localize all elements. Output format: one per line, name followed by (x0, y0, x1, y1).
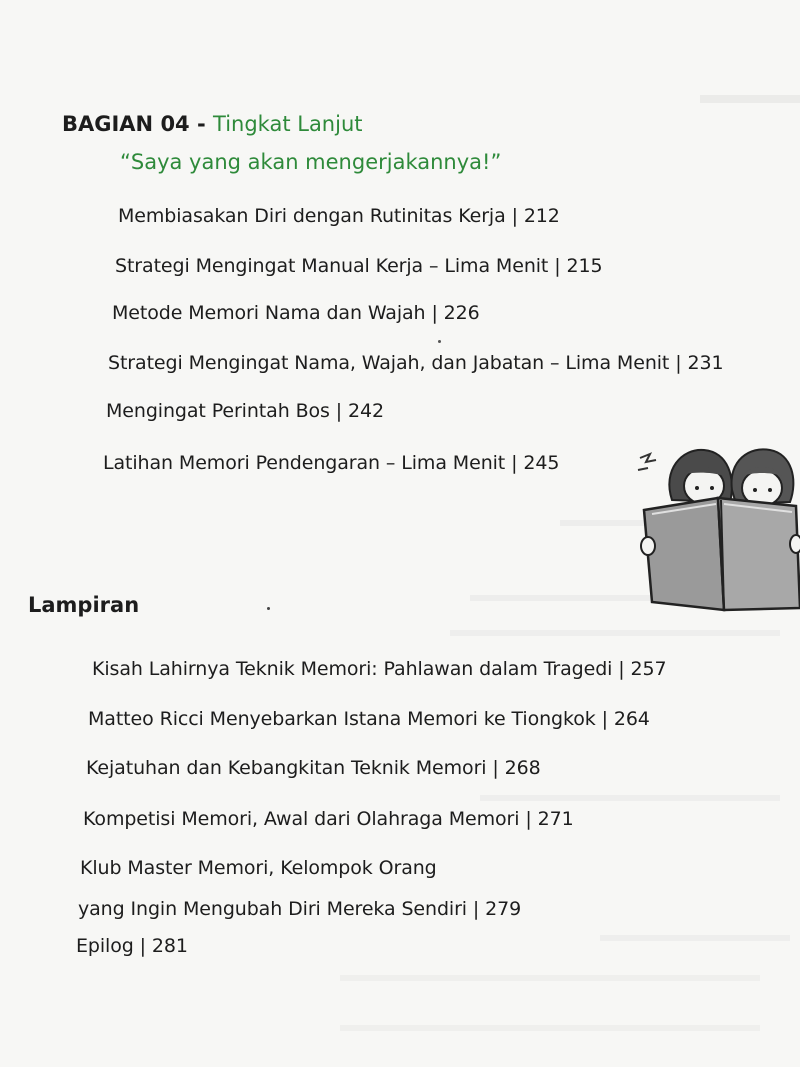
toc-entry: Epilog | 281 (76, 935, 188, 957)
toc-entry: Strategi Mengingat Manual Kerja – Lima Menit | 215 (115, 255, 603, 277)
bleed-through-ghost (600, 935, 790, 941)
page-dot (267, 607, 270, 610)
toc-entry: Membiasakan Diri dengan Rutinitas Kerja | 212 (118, 205, 560, 227)
toc-entry: yang Ingin Mengubah Diri Mereka Sendiri | 279 (78, 898, 522, 920)
section-label: BAGIAN 04 (62, 112, 190, 136)
section-title: Tingkat Lanjut (213, 112, 363, 136)
bleed-through-ghost (470, 595, 650, 601)
bleed-through-ghost (480, 795, 780, 801)
section-separator: - (189, 112, 214, 136)
toc-entry: Mengingat Perintah Bos | 242 (106, 400, 384, 422)
appendix-heading: Lampiran (28, 593, 140, 617)
toc-entry: Matteo Ricci Menyebarkan Istana Memori ke Tiongkok | 264 (88, 708, 650, 730)
toc-entry: Kejatuhan dan Kebangkitan Teknik Memori | 268 (86, 757, 541, 779)
two-children-reading-book-icon (632, 440, 800, 615)
section-quote: “Saya yang akan mengerjakannya!” (120, 150, 502, 174)
toc-entry: Kompetisi Memori, Awal dari Olahraga Memori | 271 (83, 808, 574, 830)
section-heading (62, 112, 363, 136)
toc-entry: Klub Master Memori, Kelompok Orang (80, 857, 437, 879)
toc-entry: Strategi Mengingat Nama, Wajah, dan Jabatan – Lima Menit | 231 (108, 352, 724, 374)
bleed-through-ghost (700, 95, 800, 103)
toc-entry: Latihan Memori Pendengaran – Lima Menit | 245 (103, 452, 560, 474)
bleed-through-ghost (340, 1025, 760, 1031)
bleed-through-ghost (340, 975, 760, 981)
toc-entry: Metode Memori Nama dan Wajah | 226 (112, 302, 480, 324)
page-dot (438, 340, 441, 343)
bleed-through-ghost (450, 630, 780, 636)
toc-entry: Kisah Lahirnya Teknik Memori: Pahlawan dalam Tragedi | 257 (92, 658, 667, 680)
